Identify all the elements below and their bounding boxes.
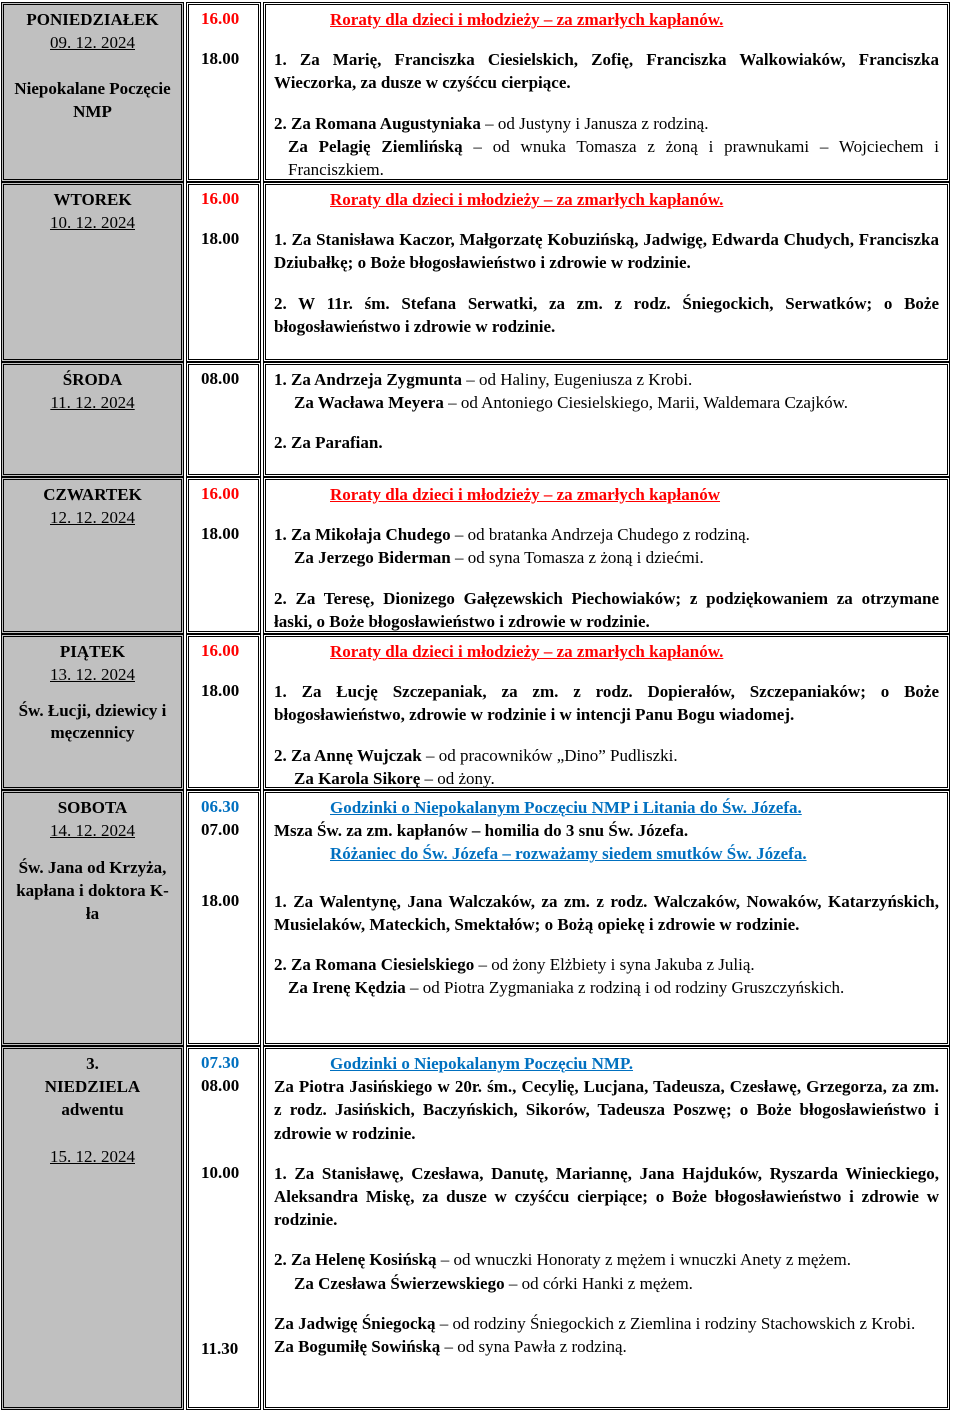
day-date: 15. 12. 2024 [50,1147,135,1166]
mass-time: 16.00 [201,641,240,660]
day-cell [1,362,184,477]
day-cell [1,1046,184,1410]
time-cell [186,634,261,790]
intention: 2. Za Parafian. [274,433,383,453]
day-cell [1,634,184,790]
mass-time: 08.00 [201,369,240,388]
day-row-thursday [0,477,953,634]
intention: 2. Za Helenę Kosińską – od wnuczki Honoraty z mężem i wnuczki Anety z mężem. [274,1250,851,1270]
intentions-cell [263,477,950,634]
mass-time: 18.00 [201,524,240,543]
intention: 2. Za Romana Augustyniaka – od Justyny i Janusza z rodziną. [274,113,709,133]
day-row-sunday [0,1046,953,1410]
intention: 1. Za Marię, Franciszka Ciesielskich, Zofię, Franciszka Walkowiaków, Franciszka Wieczorka, za dusze w czyśćcu cierpiące. [274,50,939,93]
time-cell [186,362,261,477]
mass-time: 18.00 [201,49,240,68]
time-cell [186,477,261,634]
intention: 1. Za Mikołaja Chudego – od bratanka Andrzeja Chudego z rodziną. [274,525,750,545]
mass-time: 18.00 [201,229,240,248]
intention: Za Irenę Kędzia – od Piotra Zygmaniaka z rodziną i od rodziny Gruszczyńskich. [288,978,845,998]
mass-time: 11.30 [201,1339,239,1358]
time-cell [186,2,261,182]
time-cell [186,1046,261,1410]
day-name: PONIEDZIAŁEK [26,10,159,29]
mass-time: 10.00 [201,1163,240,1182]
intention: Za Bogumiłę Sowińską – od syna Pawła z rodziną. [274,1337,627,1357]
time-cell [186,182,261,362]
day-name: ŚRODA [62,370,123,389]
intention: 2. Za Teresę, Dionizego Gałęzewskich Piechowiaków; z podziękowaniem za otrzymane łaski, o Boże błogosławieństwo i zdrowie w rodzinie. [274,588,939,631]
intention: Za Jadwigę Śniegocką – od rodziny Śniegockich z Ziemlina i rodziny Stachowskich z Krobi. [274,1313,916,1333]
day-cell [1,2,184,182]
day-name: PIĄTEK [59,642,126,661]
day-row-saturday [0,790,953,1046]
intention: 1. Za Andrzeja Zygmunta – od Haliny, Eugeniusza z Krobi. [274,370,693,389]
day-date: 12. 12. 2024 [50,508,135,527]
intention: Za Wacława Meyera – od Antoniego Ciesielskiego, Marii, Waldemara Czajków. [294,393,849,413]
intention: 1. Za Walentynę, Jana Walczaków, za zm. z rodz. Walczaków, Nowaków, Katarzyńskich, Musielaków, Mateckich, Smektałów; o Bożą opiekę i zdrowie w rodzinie. [274,891,939,934]
mass-time: 16.00 [201,484,240,503]
intention: Za Piotra Jasińskiego w 20r. śm., Cecylię, Lucjana, Tadeusza, Czesławę, Grzegorza, za zm. z rodz. Jasińskich, Baczyńskich, Sikorów, Tadeusza Poszwę; o Boże błogosławieństwo i zdrowie w rodzinie. [274,1077,939,1143]
mass-time: 16.00 [201,189,240,208]
intentions-cell [263,790,950,1046]
intention: Za Pelagię Ziemlińską – od wnuka Tomasza z żoną i prawnukami – Wojciechem i Franciszkiem. [288,136,939,180]
day-row-wednesday [0,362,953,477]
day-cell [1,182,184,362]
day-date: 09. 12. 2024 [50,33,135,52]
intention: Za Karola Sikorę – od żony. [294,768,495,788]
day-date: 14. 12. 2024 [50,821,135,840]
day-name: SOBOTA [57,798,128,817]
day-date: 11. 12. 2024 [50,393,135,412]
godzinki-heading: Godzinki o Niepokalanym Poczęciu NMP i Litania do Św. Józefa. [330,798,802,817]
mass-time: 06.30 [201,797,240,816]
roraty-heading: Roraty dla dzieci i młodzieży – za zmarłych kapłanów [330,485,721,504]
day-feast: Niepokalane Poczęcie NMP [14,79,171,121]
day-name: CZWARTEK [43,485,142,504]
day-name: WTOREK [53,190,132,209]
day-feast: Św. Łucji, dziewicy i męczennicy [18,701,167,742]
intentions-cell [263,2,950,182]
mass-time: 18.00 [201,891,240,910]
intentions-cell [263,634,950,790]
roraty-heading: Roraty dla dzieci i młodzieży – za zmarłych kapłanów. [330,10,724,29]
intention: Za Jerzego Biderman – od syna Tomasza z żoną i dziećmi. [294,548,704,568]
intention: 2. Za Romana Ciesielskiego – od żony Elżbiety i syna Jakuba z Julią. [274,955,755,975]
day-date: 13. 12. 2024 [50,665,135,684]
intention: 2. W 11r. śm. Stefana Serwatki, za zm. z rodz. Śniegockich, Serwatków; o Boże błogosławieństwo i zdrowie w rodzinie. [274,293,939,336]
day-cell [1,790,184,1046]
day-cell [1,477,184,634]
roraty-heading: Roraty dla dzieci i młodzieży – za zmarłych kapłanów. [330,642,724,661]
mass-time: 18.00 [201,681,240,700]
time-cell [186,790,261,1046]
mass-time: 07.00 [201,820,240,839]
intention: 1. Za Łucję Szczepaniak, za zm. z rodz. Dopierałów, Szczepaniaków; o Boże błogosławieństwo, zdrowie w rodzinie i w intencji Panu Bogu wiadomej. [274,682,939,725]
day-row-monday [0,2,953,182]
day-name: 3. NIEDZIELA adwentu [44,1054,141,1119]
godzinki-heading: Godzinki o Niepokalanym Poczęciu NMP. [330,1054,634,1073]
day-date: 10. 12. 2024 [50,213,135,232]
mass-time: 16.00 [201,9,240,28]
mass-time: 08.00 [201,1076,240,1095]
day-row-friday [0,634,953,790]
intention: 2. Za Annę Wujczak – od pracowników „Dino” Pudliszki. [274,745,678,765]
intentions-cell [263,1046,950,1410]
rozaniec-heading: Różaniec do Św. Józefa – rozważamy siedem smutków Św. Józefa. [330,844,807,864]
intentions-cell [263,182,950,362]
intentions-cell [263,362,950,477]
roraty-heading: Roraty dla dzieci i młodzieży – za zmarłych kapłanów. [330,190,724,209]
intention: 1. Za Stanisławę, Czesława, Danutę, Mariannę, Jana Hajduków, Ryszarda Winieckiego, Aleksandra Miskę, za dusze w czyśćcu cierpiące; o Boże błogosławieństwo i zdrowie w rodzinie. [274,1163,939,1230]
mass-time: 07.30 [201,1053,240,1072]
mass-description: Msza Św. za zm. kapłanów – homilia do 3 snu Św. Józefa. [274,821,689,841]
intention: 1. Za Stanisława Kaczor, Małgorzatę Kobuzińską, Jadwigę, Edwarda Chudych, Franciszka Dziubałkę; o Boże błogosławieństwo i zdrowie w rodzinie. [274,230,939,273]
day-feast: Św. Jana od Krzyża, kapłana i doktora K-ła [16,858,169,923]
day-row-tuesday [0,182,953,362]
intention: Za Czesława Świerzewskiego – od córki Hanki z mężem. [294,1273,693,1293]
